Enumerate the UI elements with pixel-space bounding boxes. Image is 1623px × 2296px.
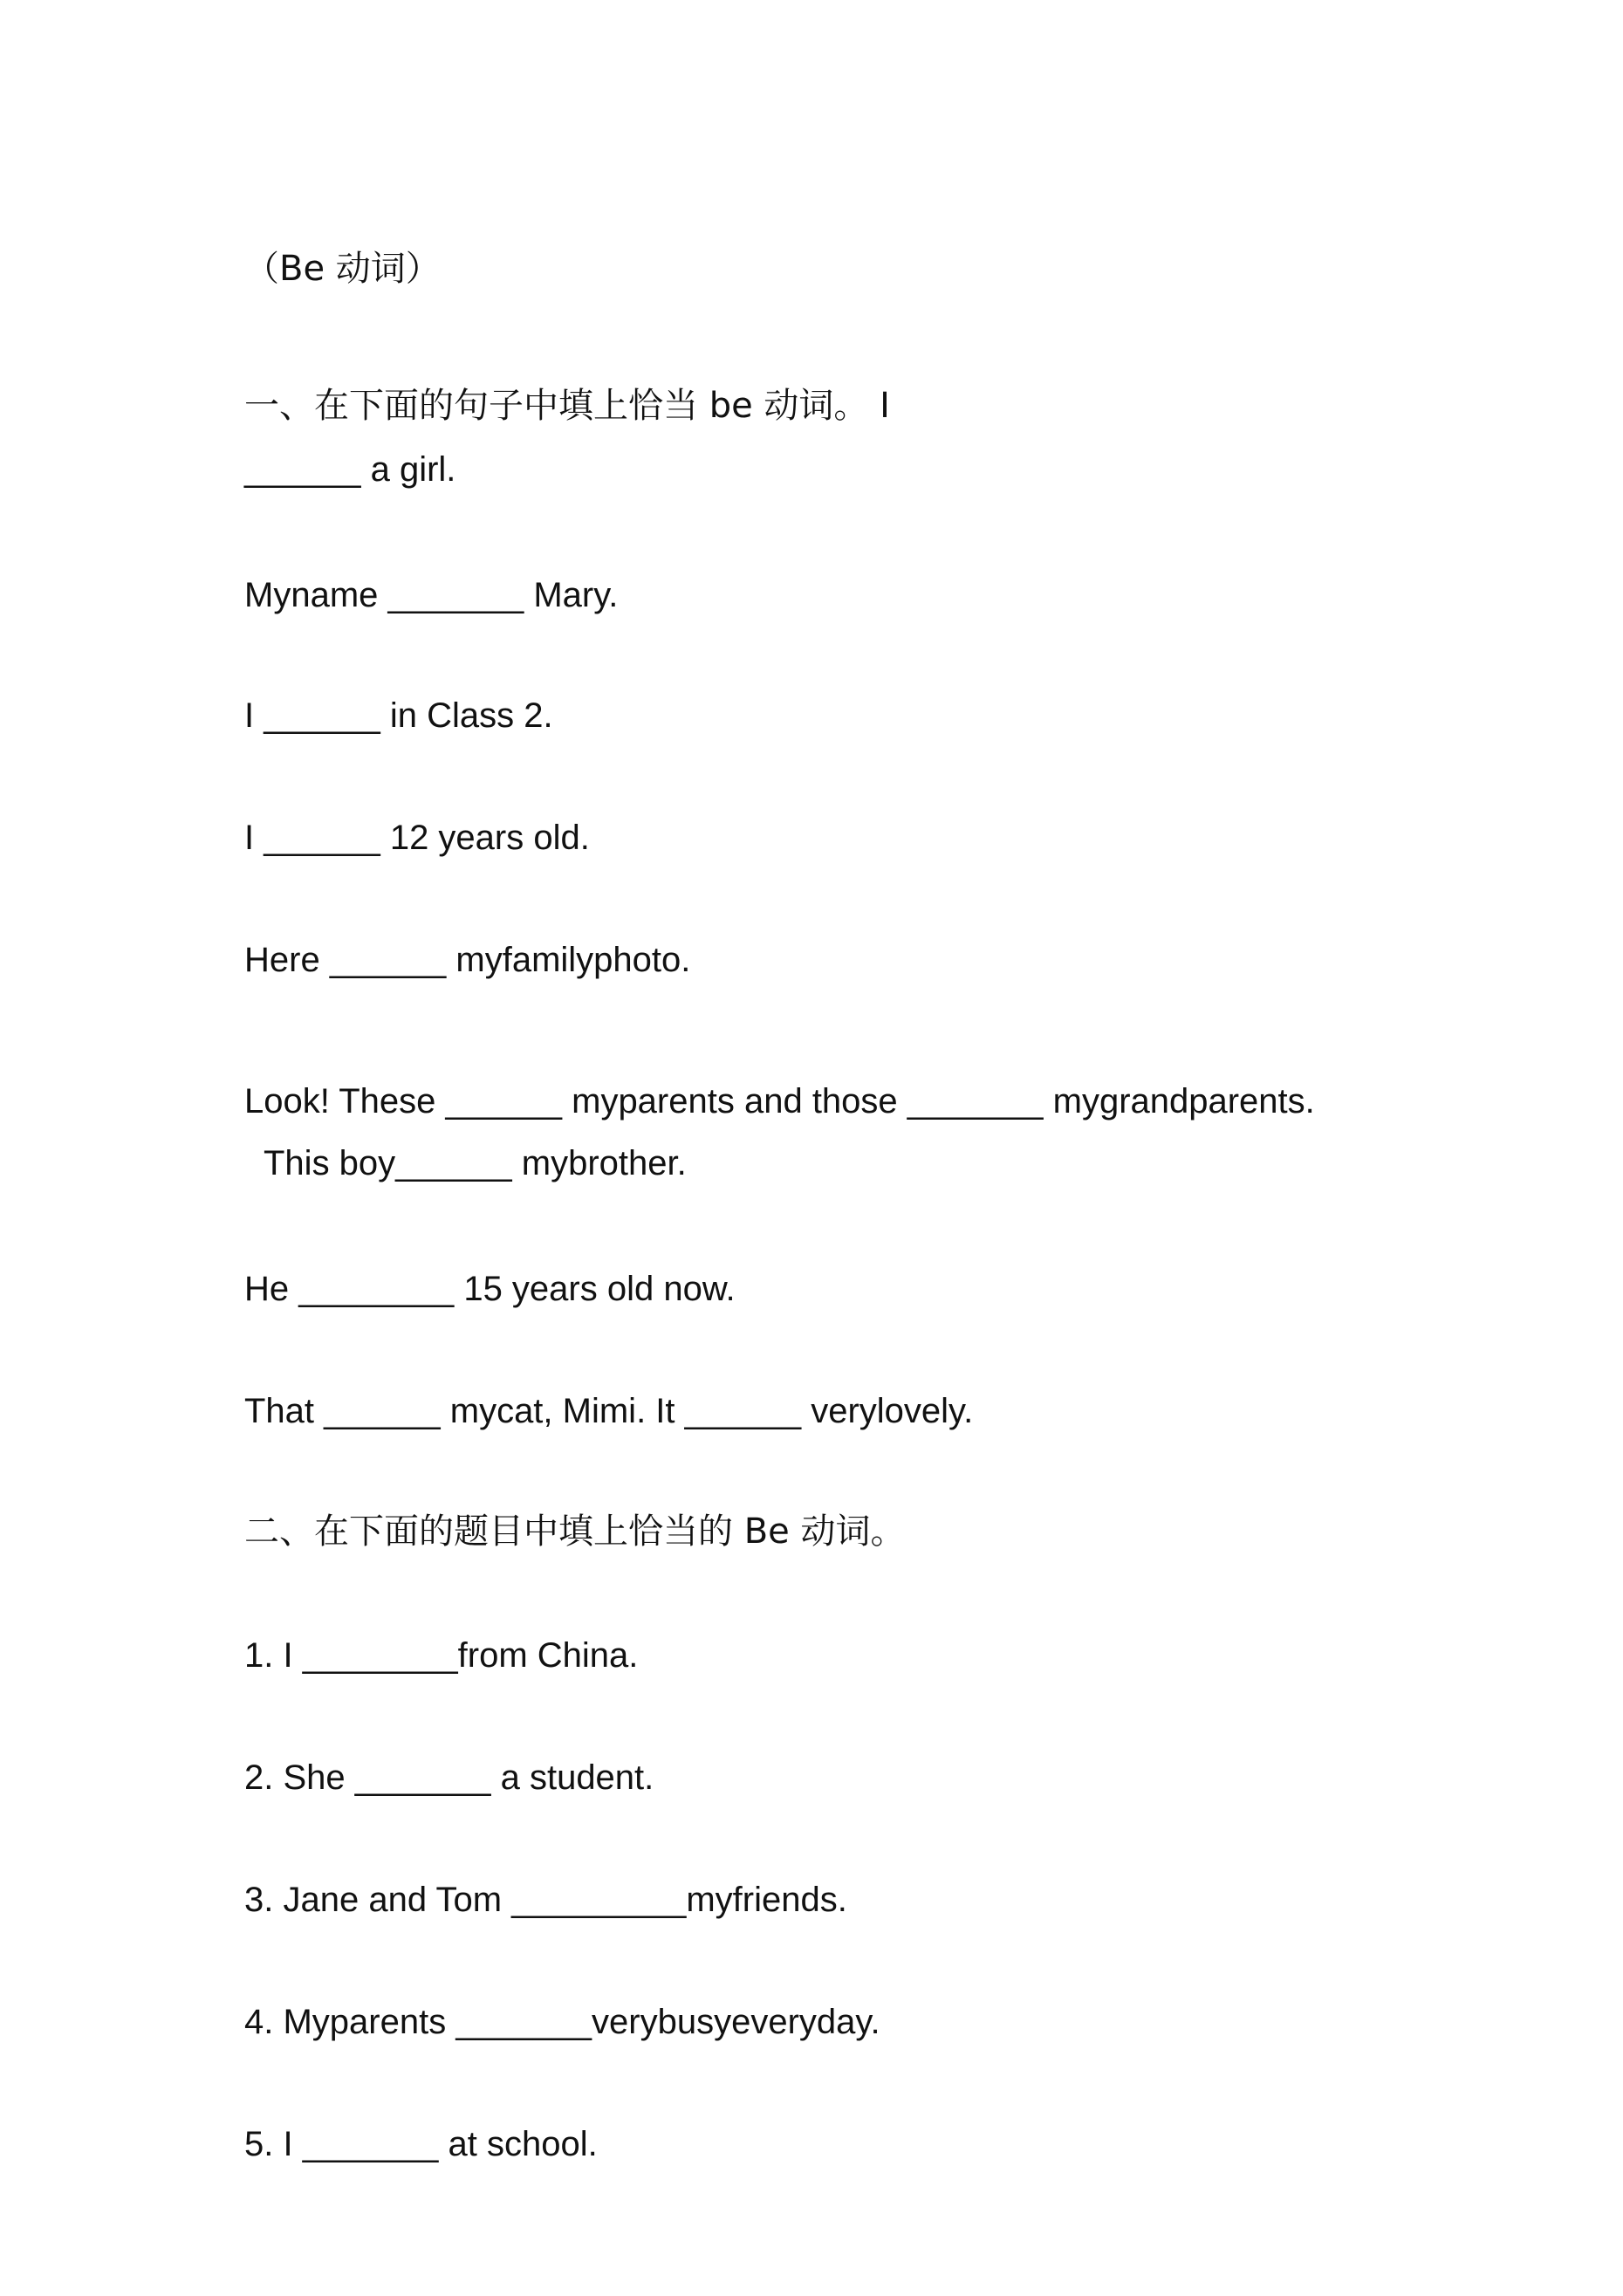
section-1-item-3: I ______ in Class 2. [244,696,553,735]
section-2-item-3: 3. Jane and Tom _________myfriends. [244,1881,847,1919]
section-1-item-8: He ________ 15 years old now. [244,1270,736,1308]
page-title: （Be 动词） [244,249,441,289]
section-1-item-6: Look! These ______ myparents and those _______ mygrandparents. [244,1082,1315,1121]
section-2-item-4: 4. Myparents _______verybusyeveryday. [244,2003,880,2041]
section-1-item-4: I ______ 12 years old. [244,819,590,857]
section-1-item-9: That ______ mycat, Mimi. It ______ verylovely. [244,1392,974,1430]
section-2-item-2: 2. She _______ a student. [244,1758,654,1797]
section-1-item-1: ______ a girl. [244,450,456,489]
section-2-item-1: 1. I ________from China. [244,1636,639,1675]
section-1-item-2: Myname _______ Mary. [244,576,619,614]
section-1-item-7: This boy______ mybrother. [264,1144,687,1182]
section-2-heading: 二、在下面的题目中填上恰当的 Be 动词。 [244,1511,906,1552]
section-1-heading: 一、在下面的句子中填上恰当 be 动词。 I [244,386,890,426]
section-2-item-5: 5. I _______ at school. [244,2125,598,2163]
section-1-item-5: Here ______ myfamilyphoto. [244,941,691,979]
